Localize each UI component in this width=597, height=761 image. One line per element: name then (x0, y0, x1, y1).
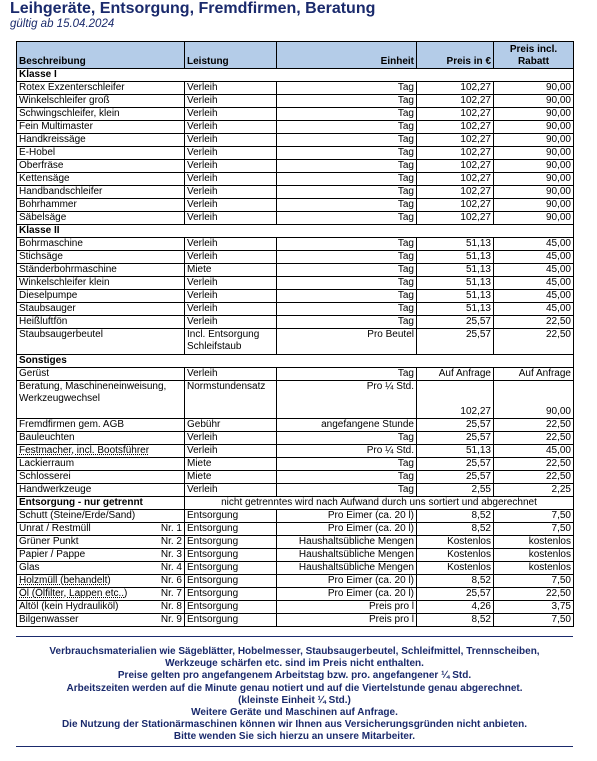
cell-service: Gebühr (185, 419, 277, 432)
cell-service: Verleih (185, 290, 277, 303)
table-row (17, 484, 574, 497)
cell-price: 102,27 (417, 173, 494, 186)
cell-discount: 90,00 (494, 108, 574, 121)
cell-discount: kostenlos (494, 562, 574, 575)
table-row (17, 510, 574, 523)
cell-unit: Tag (277, 432, 417, 445)
cell-discount: 22,50 (494, 432, 574, 445)
cell-description: Säbelsäge (17, 212, 185, 225)
footer-line: Preise gelten pro angefangenem Arbeitstag bzw. pro. angefangener ¼ Std. (117, 670, 472, 682)
cell-price: 102,27 (417, 160, 494, 173)
cell-discount: 45,00 (494, 238, 574, 251)
cell-service: Verleih (185, 445, 277, 458)
cell-price: 25,57 (417, 419, 494, 432)
cell-price: 51,13 (417, 264, 494, 277)
footer-line: Die Nutzung der Stationärmaschinen können wir Ihnen aus Versicherungsgründen nicht anbieten. (61, 719, 528, 731)
table-row (17, 471, 574, 484)
cell-unit: Haushaltsübliche Mengen (277, 536, 417, 549)
table-row (17, 108, 574, 121)
cell-discount: 22,50 (494, 419, 574, 432)
cell-discount: 45,00 (494, 264, 574, 277)
cell-price: 8,52 (417, 510, 494, 523)
cell-service: Entsorgung (185, 510, 277, 523)
cell-description: Bilgenwasser Nr. 9 (17, 614, 185, 627)
cell-discount: Auf Anfrage (494, 368, 574, 381)
cell-price: 102,27 (417, 108, 494, 121)
footer-line: (kleinste Einheit ¼ Std.) (238, 694, 351, 706)
footer-line: Werkzeuge schärfen etc. sind im Preis nicht enthalten. (165, 658, 424, 670)
cell-discount: 90,00 (494, 186, 574, 199)
cell-service: Entsorgung (185, 575, 277, 588)
table-row (17, 212, 574, 225)
cell-price: 8,52 (417, 614, 494, 627)
cell-description: E-Hobel (17, 147, 185, 160)
cell-discount: 90,00 (494, 199, 574, 212)
cell-price: 4,26 (417, 601, 494, 614)
cell-price: 25,57 (417, 329, 494, 355)
section-heading-klasse-2: Klasse II (17, 225, 574, 238)
cell-description: Festmacher, incl. Bootsführer (17, 445, 185, 458)
cell-unit: Tag (277, 316, 417, 329)
cell-service: Verleih (185, 277, 277, 290)
cell-price: 25,57 (417, 316, 494, 329)
cell-unit: Tag (277, 160, 417, 173)
cell-service: Incl. Entsorgung Schleifstaub (185, 329, 277, 355)
cell-unit: Preis pro l (277, 614, 417, 627)
cell-service: Entsorgung (185, 614, 277, 627)
cell-unit: Tag (277, 121, 417, 134)
cell-unit: Haushaltsübliche Mengen (277, 562, 417, 575)
cell-unit: Pro Eimer (ca. 20 l) (277, 575, 417, 588)
footer-line: Bitte wenden Sie sich hierzu an unsere Mitarbeiter. (173, 731, 416, 743)
table-row (17, 147, 574, 160)
cell-description: Bauleuchten (17, 432, 185, 445)
cell-price: 102,27 (417, 381, 494, 419)
cell-discount: 7,50 (494, 614, 574, 627)
cell-service: Verleih (185, 484, 277, 497)
cell-unit: Tag (277, 484, 417, 497)
cell-service: Verleih (185, 134, 277, 147)
cell-price: 25,57 (417, 471, 494, 484)
cell-service: Verleih (185, 238, 277, 251)
cell-description: Glas Nr. 4 (17, 562, 185, 575)
cell-price: Auf Anfrage (417, 368, 494, 381)
section-heading-entsorgung: Entsorgung - nur getrennt (17, 497, 185, 510)
cell-unit: Tag (277, 251, 417, 264)
cell-unit: Tag (277, 108, 417, 121)
cell-discount: 22,50 (494, 329, 574, 355)
cell-price: 102,27 (417, 186, 494, 199)
cell-price: 51,13 (417, 251, 494, 264)
cell-service: Verleih (185, 199, 277, 212)
cell-discount: 2,25 (494, 484, 574, 497)
cell-discount: 22,50 (494, 458, 574, 471)
cell-price: 25,57 (417, 588, 494, 601)
cell-unit: Tag (277, 277, 417, 290)
footer-notes (16, 646, 573, 744)
table-row (17, 419, 574, 432)
cell-description: Unrat / Restmüll Nr. 1 (17, 523, 185, 536)
cell-price: 8,52 (417, 523, 494, 536)
cell-price: 102,27 (417, 199, 494, 212)
cell-description: Kettensäge (17, 173, 185, 186)
cell-discount: 22,50 (494, 471, 574, 484)
cell-price: 51,13 (417, 303, 494, 316)
cell-description: Bohrhammer (17, 199, 185, 212)
column-header-service: Leistung (185, 42, 277, 69)
cell-service: Miete (185, 458, 277, 471)
cell-service: Verleih (185, 212, 277, 225)
cell-description: Handkreissäge (17, 134, 185, 147)
cell-discount: 22,50 (494, 588, 574, 601)
cell-service: Miete (185, 264, 277, 277)
cell-description: Gerüst (17, 368, 185, 381)
cell-unit: Pro Eimer (ca. 20 l) (277, 510, 417, 523)
cell-discount: 90,00 (494, 95, 574, 108)
cell-unit: Tag (277, 147, 417, 160)
cell-discount: 7,50 (494, 510, 574, 523)
cell-service: Verleih (185, 82, 277, 95)
cell-unit: Tag (277, 471, 417, 484)
cell-unit: Pro Eimer (ca. 20 l) (277, 588, 417, 601)
table-row (17, 549, 574, 562)
footer-line: Verbrauchsmaterialien wie Sägeblätter, Hobelmesser, Staubsaugerbeutel, Schleifmittel, Trennscheiben, (49, 646, 540, 657)
cell-description: Winkelschleifer klein (17, 277, 185, 290)
table-row (17, 199, 574, 212)
cell-description: Handbandschleifer (17, 186, 185, 199)
table-row (17, 368, 574, 381)
cell-price: Kostenlos (417, 549, 494, 562)
table-row (17, 238, 574, 251)
cell-service: Verleih (185, 95, 277, 108)
cell-service: Verleih (185, 186, 277, 199)
cell-unit: Pro ¼ Std. (277, 381, 417, 419)
cell-service: Verleih (185, 160, 277, 173)
cell-discount: 45,00 (494, 251, 574, 264)
cell-discount: 90,00 (494, 147, 574, 160)
table-row (17, 186, 574, 199)
cell-description: Oberfräse (17, 160, 185, 173)
table-row (17, 381, 574, 419)
table-row (17, 290, 574, 303)
cell-service: Verleih (185, 121, 277, 134)
cell-description: Rotex Exzenterschleifer (17, 82, 185, 95)
cell-price: 102,27 (417, 82, 494, 95)
table-row (17, 134, 574, 147)
column-header-description: Beschreibung (17, 42, 185, 69)
page-title: Leihgeräte, Entsorgung, Fremdfirmen, Beratung (10, 0, 376, 17)
cell-price: 102,27 (417, 95, 494, 108)
cell-description: Stichsäge (17, 251, 185, 264)
cell-discount: 45,00 (494, 303, 574, 316)
cell-description: Grüner Punkt Nr. 2 (17, 536, 185, 549)
table-row (17, 575, 574, 588)
cell-description: Schutt (Steine/Erde/Sand) (17, 510, 185, 523)
cell-unit: Pro Beutel (277, 329, 417, 355)
cell-price: 102,27 (417, 212, 494, 225)
cell-description: Schwingschleifer, klein (17, 108, 185, 121)
cell-discount: 45,00 (494, 445, 574, 458)
cell-unit: Tag (277, 290, 417, 303)
table-row (17, 601, 574, 614)
cell-discount: 45,00 (494, 277, 574, 290)
cell-description: Bohrmaschine (17, 238, 185, 251)
cell-service: Entsorgung (185, 562, 277, 575)
table-row (17, 588, 574, 601)
table-row (17, 329, 574, 355)
cell-description: Fein Multimaster (17, 121, 185, 134)
cell-unit: Tag (277, 134, 417, 147)
cell-discount: 90,00 (494, 134, 574, 147)
footer-line: Weitere Geräte und Maschinen auf Anfrage. (191, 707, 398, 719)
cell-discount: kostenlos (494, 536, 574, 549)
cell-description: Schlosserei (17, 471, 185, 484)
cell-service: Verleih (185, 316, 277, 329)
column-header-unit: Einheit (277, 42, 417, 69)
cell-discount: 90,00 (494, 121, 574, 134)
cell-discount: 7,50 (494, 523, 574, 536)
cell-description: Papier / Pappe Nr. 3 (17, 549, 185, 562)
section-heading-sonstiges: Sonstiges (17, 355, 574, 368)
cell-unit: Tag (277, 95, 417, 108)
cell-price: 51,13 (417, 445, 494, 458)
cell-unit: Tag (277, 238, 417, 251)
cell-unit: Tag (277, 303, 417, 316)
cell-description: Holzmüll (behandelt) Nr. 6 (17, 575, 185, 588)
table-row (17, 562, 574, 575)
cell-service: Verleih (185, 368, 277, 381)
cell-description: Ständerbohrmaschine (17, 264, 185, 277)
table-row (17, 523, 574, 536)
cell-description: Handwerkzeuge (17, 484, 185, 497)
cell-price: 2,55 (417, 484, 494, 497)
cell-unit: Tag (277, 199, 417, 212)
cell-discount: 22,50 (494, 316, 574, 329)
cell-price: 8,52 (417, 575, 494, 588)
cell-service: Entsorgung (185, 601, 277, 614)
cell-description: Lackierraum (17, 458, 185, 471)
table-row (17, 614, 574, 627)
cell-unit: Preis pro l (277, 601, 417, 614)
cell-price: 25,57 (417, 432, 494, 445)
table-row (17, 173, 574, 186)
cell-service: Entsorgung (185, 523, 277, 536)
table-row (17, 277, 574, 290)
footer-top-divider (16, 636, 573, 637)
cell-discount: 90,00 (494, 173, 574, 186)
table-row (17, 160, 574, 173)
cell-unit: Pro ¼ Std. (277, 445, 417, 458)
price-table (16, 41, 573, 627)
cell-service: Entsorgung (185, 549, 277, 562)
table-row (17, 121, 574, 134)
cell-service: Entsorgung (185, 536, 277, 549)
table-row (17, 82, 574, 95)
footer-line: Arbeitszeiten werden auf die Minute genau notiert und auf die Viertelstunde genau abgerechnet. (66, 682, 523, 694)
cell-unit: Tag (277, 212, 417, 225)
cell-price: 51,13 (417, 277, 494, 290)
table-row (17, 264, 574, 277)
cell-discount: 7,50 (494, 575, 574, 588)
cell-price: 51,13 (417, 238, 494, 251)
cell-price: Kostenlos (417, 536, 494, 549)
cell-price: 25,57 (417, 458, 494, 471)
cell-service: Verleih (185, 432, 277, 445)
table-row (17, 316, 574, 329)
cell-price: Kostenlos (417, 562, 494, 575)
table-row (17, 95, 574, 108)
cell-description: Staubsaugerbeutel (17, 329, 185, 355)
cell-discount: 45,00 (494, 290, 574, 303)
cell-price: 102,27 (417, 134, 494, 147)
cell-price: 102,27 (417, 121, 494, 134)
table-row (17, 251, 574, 264)
table-row (17, 432, 574, 445)
cell-unit: Tag (277, 368, 417, 381)
cell-description: Staubsauger (17, 303, 185, 316)
cell-service: Normstundensatz (185, 381, 277, 419)
cell-unit: angefangene Stunde (277, 419, 417, 432)
cell-price: 102,27 (417, 147, 494, 160)
cell-discount: 90,00 (494, 381, 574, 419)
cell-description: Öl (Ölfilter, Lappen etc..) Nr. 7 (17, 588, 185, 601)
cell-service: Verleih (185, 303, 277, 316)
footer-bottom-divider (16, 746, 573, 747)
cell-description: Winkelschleifer groß (17, 95, 185, 108)
cell-unit: Tag (277, 186, 417, 199)
cell-service: Entsorgung (185, 588, 277, 601)
cell-unit: Tag (277, 82, 417, 95)
cell-service: Verleih (185, 147, 277, 160)
cell-unit: Pro Eimer (ca. 20 l) (277, 523, 417, 536)
entsorgung-note: nicht getrenntes wird nach Aufwand durch uns sortiert und abgerechnet (185, 497, 574, 510)
cell-unit: Haushaltsübliche Mengen (277, 549, 417, 562)
column-header-discount-price: Preis incl. Rabatt (494, 42, 574, 69)
cell-unit: Tag (277, 264, 417, 277)
cell-price: 51,13 (417, 290, 494, 303)
cell-discount: 3,75 (494, 601, 574, 614)
cell-service: Verleih (185, 251, 277, 264)
table-row (17, 458, 574, 471)
cell-discount: 90,00 (494, 160, 574, 173)
section-heading-klasse-1: Klasse I (17, 69, 574, 82)
cell-service: Verleih (185, 173, 277, 186)
table-row (17, 445, 574, 458)
valid-from-date: gültig ab 15.04.2024 (10, 18, 115, 30)
column-header-price: Preis in € (417, 42, 494, 69)
cell-service: Verleih (185, 108, 277, 121)
cell-description: Beratung, Maschineneinweisung, Werkzeugwechsel (17, 381, 185, 419)
cell-discount: 90,00 (494, 82, 574, 95)
cell-service: Miete (185, 471, 277, 484)
cell-discount: 90,00 (494, 212, 574, 225)
cell-description: Altöl (kein Hydrauliköl) Nr. 8 (17, 601, 185, 614)
table-row (17, 303, 574, 316)
cell-description: Fremdfirmen gem. AGB (17, 419, 185, 432)
table-row (17, 536, 574, 549)
cell-unit: Tag (277, 458, 417, 471)
cell-description: Dieselpumpe (17, 290, 185, 303)
cell-discount: kostenlos (494, 549, 574, 562)
cell-description: Heißluftfön (17, 316, 185, 329)
cell-unit: Tag (277, 173, 417, 186)
